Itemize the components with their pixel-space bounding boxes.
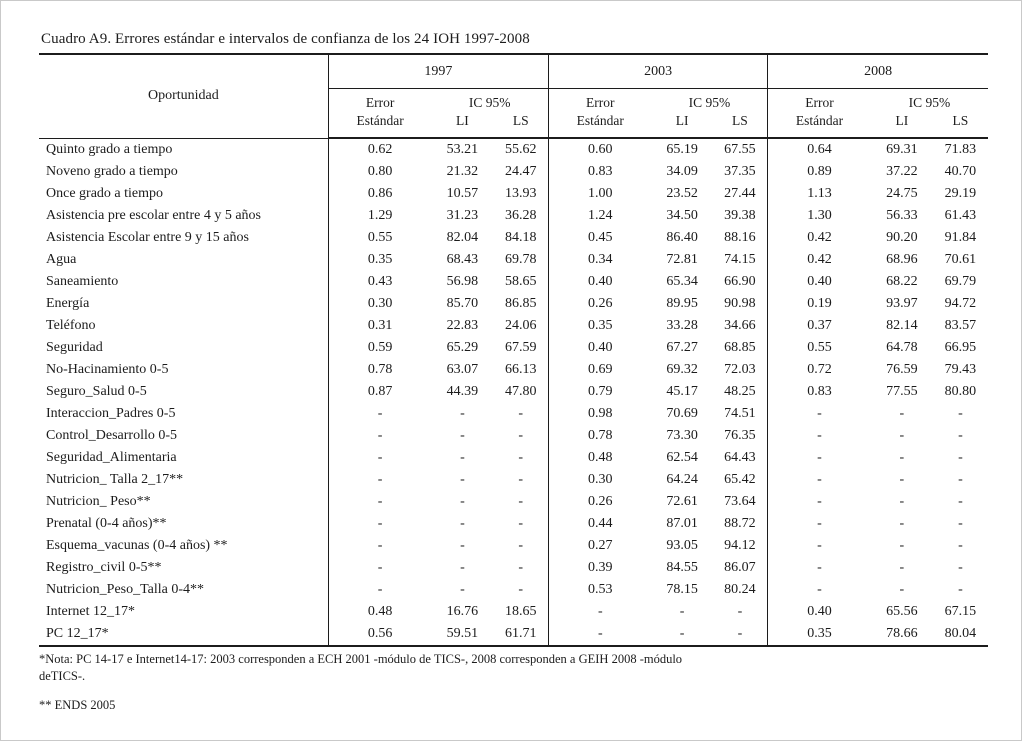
row-label: Once grado a tiempo	[46, 186, 164, 201]
value-cell: 0.72	[768, 359, 871, 381]
value-cell: -	[899, 406, 905, 421]
value-cell: 34.50	[666, 208, 698, 223]
value-cell: -	[899, 450, 905, 465]
value-cell: 0.30	[549, 469, 652, 491]
value-cell: 37.22	[886, 164, 918, 179]
table-row	[39, 359, 988, 381]
value-cell: -	[768, 425, 871, 447]
table-row	[39, 469, 988, 491]
value-cell: 24.06	[504, 318, 537, 333]
value-cell: -	[737, 626, 743, 641]
year-header-2003: 2003	[549, 54, 768, 89]
value-cell: 65.34	[666, 274, 698, 289]
value-cell: 79.43	[944, 362, 977, 377]
value-cell: 1.00	[549, 183, 652, 205]
row-label: Control_Desarrollo 0-5	[46, 428, 178, 443]
value-cell: 0.87	[328, 381, 431, 403]
value-cell: -	[679, 626, 685, 641]
value-cell: 0.83	[549, 161, 652, 183]
row-label: Registro_civil 0-5**	[46, 560, 162, 575]
value-cell: -	[737, 604, 743, 619]
value-cell: 0.39	[549, 557, 652, 579]
value-cell: 16.76	[446, 604, 479, 619]
value-cell: 47.80	[504, 384, 537, 399]
value-cell: -	[328, 513, 431, 535]
value-cell: -	[958, 406, 963, 421]
value-cell: 0.43	[328, 271, 431, 293]
value-cell: 31.23	[446, 208, 479, 223]
value-cell: -	[460, 560, 465, 575]
value-cell: 0.56	[328, 623, 431, 646]
value-cell: 66.13	[504, 362, 537, 377]
value-cell: 0.34	[549, 249, 652, 271]
value-cell: -	[328, 447, 431, 469]
value-cell: -	[328, 403, 431, 425]
value-cell: 76.35	[724, 428, 756, 443]
value-cell: 80.80	[944, 384, 977, 399]
value-cell: 66.95	[944, 340, 977, 355]
value-cell: 1.30	[768, 205, 871, 227]
estandar-header: Estándar	[768, 112, 871, 138]
value-cell: 39.38	[724, 208, 756, 223]
row-label: Internet 12_17*	[46, 604, 136, 619]
value-cell: -	[768, 403, 871, 425]
table-row	[39, 205, 988, 227]
value-cell: 13.93	[504, 186, 537, 201]
value-cell: 0.42	[768, 227, 871, 249]
value-cell: 0.19	[768, 293, 871, 315]
value-cell: -	[518, 494, 524, 509]
value-cell: 0.27	[549, 535, 652, 557]
value-cell: 0.40	[549, 337, 652, 359]
value-cell: 68.43	[446, 252, 479, 267]
value-cell: 0.78	[328, 359, 431, 381]
value-cell: 82.14	[886, 318, 918, 333]
value-cell: -	[958, 582, 963, 597]
value-cell: -	[460, 494, 465, 509]
value-cell: 56.98	[446, 274, 479, 289]
value-cell: 18.65	[504, 604, 537, 619]
value-cell: -	[328, 579, 431, 601]
ls-header: LS	[713, 112, 768, 138]
value-cell: 78.66	[886, 626, 918, 641]
value-cell: 0.78	[549, 425, 652, 447]
value-cell: -	[958, 428, 963, 443]
value-cell: 65.19	[666, 142, 698, 157]
value-cell: 0.35	[549, 315, 652, 337]
value-cell: -	[899, 516, 905, 531]
value-cell: 77.55	[886, 384, 918, 399]
value-cell: -	[328, 535, 431, 557]
value-cell: -	[958, 472, 963, 487]
value-cell: 24.75	[886, 186, 918, 201]
row-label: Seguridad_Alimentaria	[46, 450, 177, 465]
value-cell: 80.24	[724, 582, 756, 597]
error-header: Error	[768, 89, 871, 113]
value-cell: -	[958, 450, 963, 465]
value-cell: 61.43	[944, 208, 977, 223]
value-cell: -	[899, 428, 905, 443]
value-cell: 36.28	[504, 208, 537, 223]
value-cell: 40.70	[944, 164, 977, 179]
value-cell: -	[768, 535, 871, 557]
value-cell: 73.64	[724, 494, 756, 509]
value-cell: 0.45	[549, 227, 652, 249]
value-cell: 69.31	[886, 142, 918, 157]
value-cell: -	[899, 560, 905, 575]
table-row	[39, 381, 988, 403]
value-cell: 66.90	[724, 274, 756, 289]
value-cell: 53.21	[446, 142, 479, 157]
value-cell: 0.79	[549, 381, 652, 403]
value-cell: 89.95	[666, 296, 698, 311]
value-cell: -	[958, 516, 963, 531]
li-header: LI	[652, 112, 713, 138]
value-cell: 59.51	[446, 626, 479, 641]
value-cell: 0.60	[549, 138, 652, 161]
value-cell: -	[328, 557, 431, 579]
value-cell: 0.89	[768, 161, 871, 183]
table-row	[39, 623, 988, 646]
row-label: Nutricion_Peso_Talla 0-4**	[46, 582, 205, 597]
value-cell: 86.40	[666, 230, 698, 245]
row-label: Energía	[46, 296, 90, 311]
value-cell: -	[768, 557, 871, 579]
value-cell: 67.15	[944, 604, 977, 619]
table-row	[39, 535, 988, 557]
value-cell: -	[518, 428, 524, 443]
column-header-oportunidad: Oportunidad	[39, 54, 328, 138]
year-header-2008: 2008	[768, 54, 988, 89]
table-row	[39, 161, 988, 183]
value-cell: 22.83	[446, 318, 479, 333]
value-cell: 67.59	[504, 340, 537, 355]
row-label: Prenatal (0-4 años)**	[46, 516, 167, 531]
year-header-1997: 1997	[328, 54, 548, 89]
value-cell: 0.69	[549, 359, 652, 381]
value-cell: 86.07	[724, 560, 756, 575]
value-cell: 64.43	[724, 450, 756, 465]
li-header: LI	[871, 112, 933, 138]
value-cell: 27.44	[724, 186, 756, 201]
value-cell: 84.18	[504, 230, 537, 245]
value-cell: -	[518, 406, 524, 421]
value-cell: 68.85	[724, 340, 756, 355]
value-cell: 93.05	[666, 538, 698, 553]
value-cell: -	[899, 538, 905, 553]
value-cell: -	[328, 425, 431, 447]
value-cell: 67.55	[724, 142, 756, 157]
value-cell: -	[768, 491, 871, 513]
li-header: LI	[431, 112, 493, 138]
value-cell: -	[958, 560, 963, 575]
value-cell: 70.61	[944, 252, 977, 267]
table-row	[39, 271, 988, 293]
value-cell: 69.78	[504, 252, 537, 267]
ic95-header: IC 95%	[468, 95, 511, 110]
row-label: Asistencia pre escolar entre 4 y 5 años	[46, 208, 261, 223]
value-cell: -	[518, 538, 524, 553]
value-cell: -	[768, 469, 871, 491]
value-cell: 69.32	[666, 362, 698, 377]
value-cell: 34.66	[724, 318, 756, 333]
table-row	[39, 557, 988, 579]
value-cell: -	[899, 472, 905, 487]
value-cell: 93.97	[886, 296, 918, 311]
value-cell: -	[518, 516, 524, 531]
value-cell: 70.69	[666, 406, 698, 421]
value-cell: 37.35	[724, 164, 756, 179]
value-cell: -	[958, 538, 963, 553]
value-cell: 72.61	[666, 494, 698, 509]
value-cell: 65.56	[886, 604, 918, 619]
value-cell: -	[328, 469, 431, 491]
value-cell: 44.39	[446, 384, 479, 399]
footnotes	[39, 651, 986, 714]
value-cell: 64.78	[886, 340, 918, 355]
value-cell: 88.72	[724, 516, 756, 531]
value-cell: 58.65	[504, 274, 537, 289]
value-cell: -	[679, 604, 685, 619]
table-row	[39, 337, 988, 359]
value-cell: -	[899, 582, 905, 597]
value-cell: 72.81	[666, 252, 698, 267]
table-row	[39, 579, 988, 601]
year-header-row	[39, 54, 988, 89]
value-cell: 0.59	[328, 337, 431, 359]
estandar-header: Estándar	[549, 112, 652, 138]
ls-header: LS	[933, 112, 988, 138]
value-cell: 62.54	[666, 450, 698, 465]
value-cell: 61.71	[504, 626, 537, 641]
value-cell: 68.96	[886, 252, 918, 267]
value-cell: -	[549, 601, 652, 623]
value-cell: 33.28	[666, 318, 698, 333]
row-label: Quinto grado a tiempo	[46, 141, 173, 157]
value-cell: 0.40	[768, 271, 871, 293]
value-cell: 29.19	[944, 186, 977, 201]
table-row	[39, 403, 988, 425]
value-cell: 0.37	[768, 315, 871, 337]
value-cell: 0.53	[549, 579, 652, 601]
row-label: Noveno grado a tiempo	[46, 164, 178, 179]
row-label: Agua	[46, 252, 77, 267]
value-cell: 21.32	[446, 164, 479, 179]
value-cell: -	[518, 582, 524, 597]
footnote-line-1: *Nota: PC 14-17 e Internet14-17: 2003 corresponden a ECH 2001 -módulo de TICS-, 2008 corresponden a GEIH 2008 -módulo	[39, 652, 683, 666]
row-label: Esquema_vacunas (0-4 años) **	[46, 538, 228, 553]
value-cell: 0.40	[549, 271, 652, 293]
value-cell: 0.26	[549, 293, 652, 315]
value-cell: 65.29	[446, 340, 479, 355]
value-cell: 90.98	[724, 296, 756, 311]
value-cell: 0.40	[768, 601, 871, 623]
value-cell: 72.03	[724, 362, 756, 377]
value-cell: -	[899, 494, 905, 509]
table-row	[39, 227, 988, 249]
estandar-header: Estándar	[328, 112, 431, 138]
value-cell: 86.85	[504, 296, 537, 311]
value-cell: 0.44	[549, 513, 652, 535]
value-cell: 65.42	[724, 472, 756, 487]
value-cell: 64.24	[666, 472, 698, 487]
value-cell: 76.59	[886, 362, 918, 377]
value-cell: 1.24	[549, 205, 652, 227]
ls-header: LS	[493, 112, 548, 138]
value-cell: 0.83	[768, 381, 871, 403]
row-label: Saneamiento	[46, 274, 119, 289]
value-cell: 83.57	[944, 318, 977, 333]
table-row	[39, 447, 988, 469]
value-cell: -	[328, 491, 431, 513]
row-label: No-Hacinamiento 0-5	[46, 362, 169, 377]
value-cell: 23.52	[666, 186, 698, 201]
value-cell: -	[460, 538, 465, 553]
table-row	[39, 425, 988, 447]
row-label: Seguro_Salud 0-5	[46, 384, 147, 399]
table-row	[39, 249, 988, 271]
value-cell: 94.12	[724, 538, 756, 553]
value-cell: 80.04	[944, 626, 977, 641]
value-cell: -	[460, 428, 465, 443]
value-cell: 0.35	[328, 249, 431, 271]
value-cell: 24.47	[504, 164, 537, 179]
value-cell: 0.42	[768, 249, 871, 271]
value-cell: 91.84	[944, 230, 977, 245]
row-label: PC 12_17*	[46, 626, 109, 641]
value-cell: -	[518, 450, 524, 465]
value-cell: 73.30	[666, 428, 698, 443]
table-row	[39, 315, 988, 337]
ic95-header: IC 95%	[688, 95, 731, 110]
value-cell: 63.07	[446, 362, 479, 377]
value-cell: 71.83	[944, 142, 977, 157]
value-cell: 82.04	[446, 230, 479, 245]
value-cell: -	[460, 472, 465, 487]
value-cell: 78.15	[666, 582, 698, 597]
table-row	[39, 138, 988, 161]
value-cell: -	[768, 579, 871, 601]
value-cell: -	[518, 472, 524, 487]
row-label: Asistencia Escolar entre 9 y 15 años	[46, 230, 249, 245]
table-row	[39, 513, 988, 535]
value-cell: 0.80	[328, 161, 431, 183]
value-cell: 84.55	[666, 560, 698, 575]
value-cell: 88.16	[724, 230, 756, 245]
value-cell: 0.35	[768, 623, 871, 646]
value-cell: 0.48	[549, 447, 652, 469]
error-header: Error	[549, 89, 652, 113]
value-cell: 0.30	[328, 293, 431, 315]
value-cell: -	[460, 582, 465, 597]
row-label: Seguridad	[46, 340, 103, 355]
footnote-line-3: ** ENDS 2005	[39, 698, 116, 712]
value-cell: 0.55	[768, 337, 871, 359]
value-cell: 68.22	[886, 274, 918, 289]
value-cell: -	[518, 560, 524, 575]
value-cell: 0.86	[328, 183, 431, 205]
confidence-intervals-table	[39, 53, 988, 647]
value-cell: 69.79	[944, 274, 977, 289]
row-label: Interaccion_Padres 0-5	[46, 406, 176, 421]
footnote-line-2: deTICS-.	[39, 669, 86, 683]
value-cell: -	[460, 516, 465, 531]
table-row	[39, 491, 988, 513]
value-cell: 90.20	[886, 230, 918, 245]
value-cell: 1.13	[768, 183, 871, 205]
table-row	[39, 601, 988, 623]
value-cell: 87.01	[666, 516, 698, 531]
value-cell: 85.70	[446, 296, 479, 311]
value-cell: 10.57	[446, 186, 479, 201]
table-row	[39, 293, 988, 315]
row-label: Nutricion_ Peso**	[46, 494, 151, 509]
value-cell: -	[768, 447, 871, 469]
row-label: Nutricion_ Talla 2_17**	[46, 472, 184, 487]
value-cell: 45.17	[666, 384, 698, 399]
value-cell: 0.64	[768, 138, 871, 161]
value-cell: 34.09	[666, 164, 698, 179]
value-cell: 0.98	[549, 403, 652, 425]
value-cell: 55.62	[504, 142, 537, 157]
value-cell: 74.51	[724, 406, 756, 421]
error-header: Error	[328, 89, 431, 113]
value-cell: 1.29	[328, 205, 431, 227]
value-cell: 74.15	[724, 252, 756, 267]
value-cell: 94.72	[944, 296, 977, 311]
table-title: Cuadro A9. Errores estándar e intervalos de confianza de los 24 IOH 1997-2008	[41, 31, 530, 47]
value-cell: 48.25	[724, 384, 756, 399]
table-row	[39, 183, 988, 205]
value-cell: -	[549, 623, 652, 646]
row-label: Teléfono	[46, 318, 96, 333]
value-cell: 0.55	[328, 227, 431, 249]
value-cell: 0.62	[328, 138, 431, 161]
value-cell: 67.27	[666, 340, 698, 355]
ic95-header: IC 95%	[908, 95, 951, 110]
value-cell: -	[460, 450, 465, 465]
value-cell: 0.31	[328, 315, 431, 337]
value-cell: 0.26	[549, 491, 652, 513]
value-cell: 56.33	[886, 208, 918, 223]
value-cell: 0.48	[328, 601, 431, 623]
value-cell: -	[460, 406, 465, 421]
value-cell: -	[958, 494, 963, 509]
value-cell: -	[768, 513, 871, 535]
